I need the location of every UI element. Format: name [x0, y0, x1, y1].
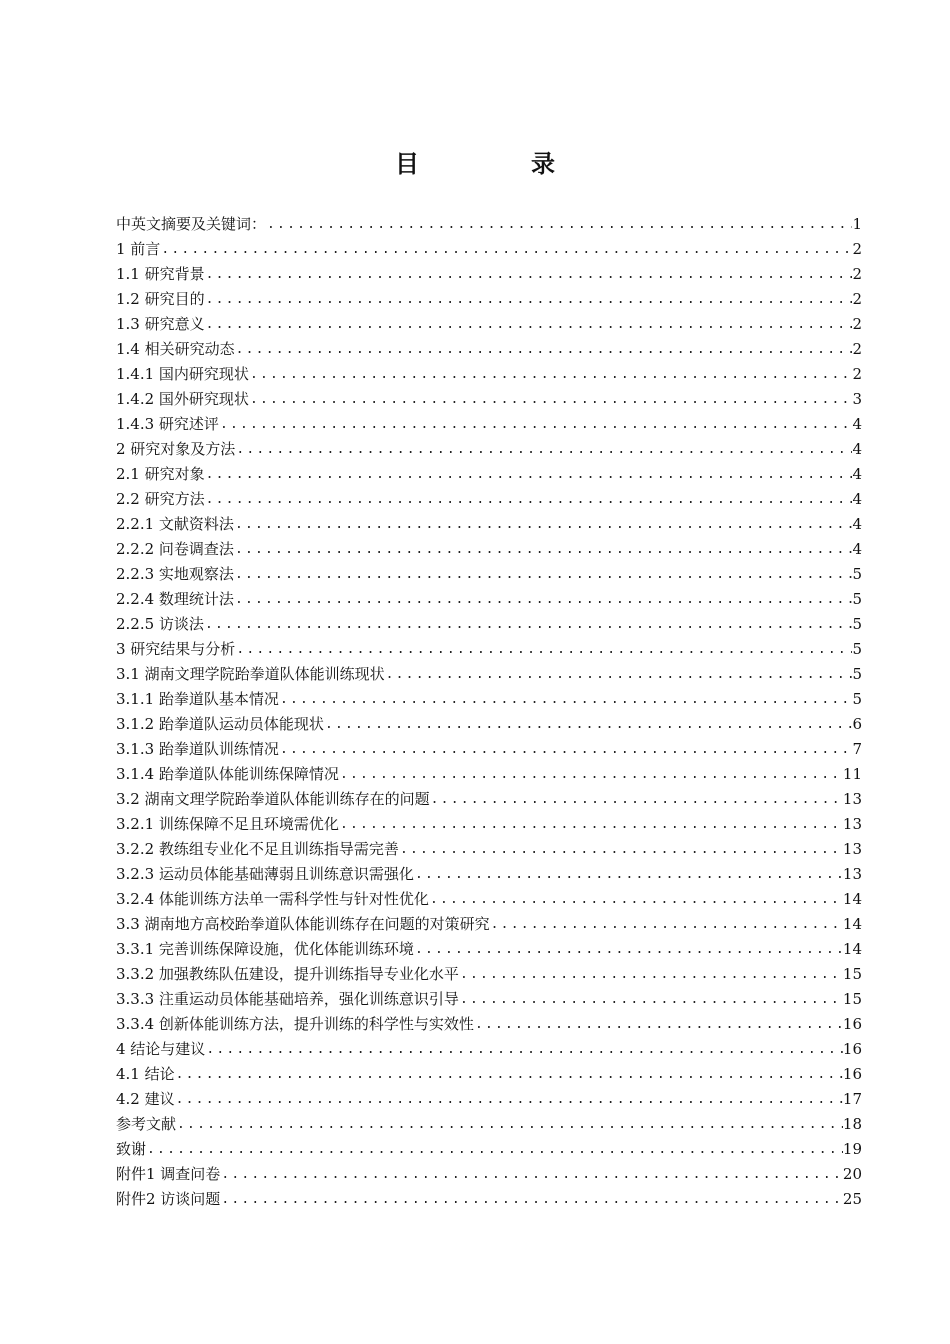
toc-entry-label: 4.2 建议: [116, 1090, 175, 1108]
toc-entry-label: 3.1.3 跆拳道队训练情况: [116, 740, 279, 758]
toc-entry[interactable]: [116, 837, 862, 862]
toc-entry-label: 附件2 访谈问题: [116, 1190, 221, 1208]
toc-entry-label: 1.4.1 国内研究现状: [116, 365, 249, 383]
toc-entry-label: 致谢: [116, 1140, 147, 1158]
toc-dot-leader: [204, 612, 853, 637]
toc-entry-page-number: 4: [852, 415, 862, 433]
toc-entry-page-number: 17: [842, 1090, 862, 1108]
toc-dot-leader: [205, 1037, 843, 1062]
toc-entry-page-number: 5: [852, 615, 862, 633]
toc-entry[interactable]: [116, 337, 862, 362]
toc-entry-page-number: 11: [842, 765, 862, 783]
toc-dot-leader: [279, 737, 853, 762]
toc-entry[interactable]: [116, 612, 862, 637]
toc-entry-label: 3.3.2 加强教练队伍建设，提升训练指导专业化水平: [116, 965, 459, 983]
toc-entry-page-number: 14: [842, 940, 862, 958]
toc-dot-leader: [339, 812, 843, 837]
toc-entry-label: 3.3.3 注重运动员体能基础培养，强化训练意识引导: [116, 990, 459, 1008]
toc-entry-label: 3.1.2 跆拳道队运动员体能现状: [116, 715, 324, 733]
toc-entry[interactable]: [116, 562, 862, 587]
toc-entry[interactable]: [116, 1087, 862, 1112]
toc-entry[interactable]: [116, 262, 862, 287]
toc-dot-leader: [205, 487, 853, 512]
toc-dot-leader: [205, 287, 853, 312]
toc-entry[interactable]: [116, 1062, 862, 1087]
toc-entry-page-number: 14: [842, 915, 862, 933]
toc-entry[interactable]: [116, 812, 862, 837]
toc-entry[interactable]: [116, 887, 862, 912]
toc-entry[interactable]: [116, 1187, 862, 1212]
toc-dot-leader: [175, 1062, 843, 1087]
toc-dot-leader: [459, 987, 843, 1012]
toc-entry-label: 3.1.4 跆拳道队体能训练保障情况: [116, 765, 339, 783]
toc-entry[interactable]: [116, 537, 862, 562]
toc-entry[interactable]: [116, 1012, 862, 1037]
toc-entry-label: 2.2 研究方法: [116, 490, 205, 508]
toc-entry-label: 2.2.1 文献资料法: [116, 515, 234, 533]
toc-entry-label: 3.2.3 运动员体能基础薄弱且训练意识需强化: [116, 865, 414, 883]
toc-entry-page-number: 1: [852, 215, 862, 233]
toc-entry[interactable]: [116, 687, 862, 712]
toc-entry-label: 3.3 湖南地方高校跆拳道队体能训练存在问题的对策研究: [116, 915, 490, 933]
toc-entry-page-number: 4: [852, 490, 862, 508]
toc-entry[interactable]: [116, 312, 862, 337]
toc-dot-leader: [234, 562, 853, 587]
toc-entry-label: 2.2.4 数理统计法: [116, 590, 234, 608]
toc-entry-page-number: 19: [842, 1140, 862, 1158]
toc-entry-label: 1.4.2 国外研究现状: [116, 390, 249, 408]
toc-entry-page-number: 5: [852, 665, 862, 683]
toc-entry-label: 4.1 结论: [116, 1065, 175, 1083]
toc-entry-label: 3.2.4 体能训练方法单一需科学性与针对性优化: [116, 890, 429, 908]
toc-entry-label: 3.3.4 创新体能训练方法，提升训练的科学性与实效性: [116, 1015, 474, 1033]
toc-dot-leader: [175, 1087, 843, 1112]
toc-dot-leader: [414, 937, 843, 962]
toc-dot-leader: [160, 237, 852, 262]
toc-dot-leader: [385, 662, 853, 687]
toc-entry-label: 1 前言: [116, 240, 161, 258]
toc-entry[interactable]: [116, 1162, 862, 1187]
toc-dot-leader: [235, 337, 853, 362]
toc-entry-label: 3.2.2 教练组专业化不足且训练指导需完善: [116, 840, 399, 858]
toc-entry[interactable]: [116, 862, 862, 887]
toc-entry-label: 1.3 研究意义: [116, 315, 205, 333]
toc-entry[interactable]: [116, 912, 862, 937]
toc-dot-leader: [266, 212, 852, 237]
toc-entry-page-number: 4: [852, 540, 862, 558]
toc-dot-leader: [490, 912, 843, 937]
toc-entry-page-number: 20: [842, 1165, 862, 1183]
toc-entry-page-number: 2: [852, 290, 862, 308]
toc-dot-leader: [324, 712, 853, 737]
toc-dot-leader: [220, 1162, 843, 1187]
toc-entry-label: 1.4.3 研究述评: [116, 415, 219, 433]
toc-dot-leader: [235, 437, 852, 462]
toc-entry-label: 1.1 研究背景: [116, 265, 205, 283]
toc-entry[interactable]: [116, 512, 862, 537]
toc-entry[interactable]: [116, 662, 862, 687]
toc-dot-leader: [399, 837, 843, 862]
toc-entry[interactable]: [116, 587, 862, 612]
toc-entry-page-number: 6: [852, 715, 862, 733]
toc-entry-label: 2 研究对象及方法: [116, 440, 236, 458]
toc-entry-label: 2.2.2 问卷调查法: [116, 540, 234, 558]
toc-dot-leader: [205, 262, 853, 287]
page-title: 目 录: [395, 150, 599, 178]
toc-entry-label: 3 研究结果与分析: [116, 640, 236, 658]
toc-entry-page-number: 4: [852, 440, 862, 458]
toc-entry-label: 1.2 研究目的: [116, 290, 205, 308]
toc-entry-page-number: 4: [852, 515, 862, 533]
toc-dot-leader: [279, 687, 853, 712]
toc-entry[interactable]: [116, 937, 862, 962]
toc-entry[interactable]: [116, 387, 862, 412]
toc-dot-leader: [205, 312, 853, 337]
toc-entry[interactable]: [116, 287, 862, 312]
toc-entry-label: 附件1 调查问卷: [116, 1165, 221, 1183]
toc-entry[interactable]: [116, 1037, 862, 1062]
toc-entry-page-number: 2: [852, 340, 862, 358]
toc-entry-page-number: 5: [852, 690, 862, 708]
toc-dot-leader: [249, 362, 853, 387]
toc-entry[interactable]: [116, 787, 862, 812]
toc-entry[interactable]: [116, 1112, 862, 1137]
toc-dot-leader: [235, 637, 852, 662]
toc-entry-label: 2.2.3 实地观察法: [116, 565, 234, 583]
toc-dot-leader: [234, 512, 853, 537]
toc-entry-page-number: 14: [842, 890, 862, 908]
toc-entry-label: 3.1 湖南文理学院跆拳道队体能训练现状: [116, 665, 385, 683]
toc-entry-label: 2.1 研究对象: [116, 465, 205, 483]
toc-entry[interactable]: [116, 462, 862, 487]
toc-entry-page-number: 2: [852, 240, 862, 258]
toc-entry-page-number: 13: [842, 815, 862, 833]
toc-dot-leader: [234, 537, 853, 562]
toc-entry[interactable]: [116, 487, 862, 512]
toc-entry[interactable]: [116, 987, 862, 1012]
toc-entry-page-number: 3: [852, 390, 862, 408]
toc-entry-page-number: 5: [852, 640, 862, 658]
toc-entry[interactable]: [116, 962, 862, 987]
toc-entry[interactable]: [116, 237, 862, 262]
toc-dot-leader: [249, 387, 853, 412]
toc-entry[interactable]: [116, 212, 862, 237]
toc-dot-leader: [459, 962, 843, 987]
toc-entry-page-number: 16: [842, 1015, 862, 1033]
toc-entry[interactable]: [116, 412, 862, 437]
toc-entry-label: 3.3.1 完善训练保障设施，优化体能训练环境: [116, 940, 414, 958]
toc-dot-leader: [220, 1187, 843, 1212]
toc-entry-page-number: 7: [852, 740, 862, 758]
toc-entry[interactable]: [116, 737, 862, 762]
toc-dot-leader: [430, 787, 843, 812]
toc-entry[interactable]: [116, 637, 862, 662]
toc-entry-page-number: 16: [842, 1040, 862, 1058]
toc-dot-leader: [414, 862, 843, 887]
toc-entry[interactable]: [116, 1137, 862, 1162]
toc-entry-page-number: 18: [842, 1115, 862, 1133]
toc-entry[interactable]: [116, 712, 862, 737]
toc-entry[interactable]: [116, 762, 862, 787]
toc-entry-page-number: 25: [842, 1190, 862, 1208]
toc-entry-page-number: 2: [852, 365, 862, 383]
toc-dot-leader: [234, 587, 853, 612]
toc-dot-leader: [429, 887, 843, 912]
toc-entry-label: 2.2.5 访谈法: [116, 615, 204, 633]
toc-entry[interactable]: [116, 362, 862, 387]
toc-entry-label: 中英文摘要及关键词：: [116, 215, 267, 233]
toc-entry-label: 1.4 相关研究动态: [116, 340, 235, 358]
toc-entry-page-number: 15: [842, 990, 862, 1008]
toc-dot-leader: [339, 762, 843, 787]
toc-dot-leader: [146, 1137, 843, 1162]
table-of-contents: [116, 212, 862, 1212]
toc-entry-page-number: 15: [842, 965, 862, 983]
toc-entry-page-number: 2: [852, 265, 862, 283]
toc-entry-page-number: 4: [852, 465, 862, 483]
toc-entry-page-number: 13: [842, 865, 862, 883]
toc-entry-label: 3.1.1 跆拳道队基本情况: [116, 690, 279, 708]
toc-dot-leader: [205, 462, 853, 487]
toc-entry-page-number: 2: [852, 315, 862, 333]
toc-entry-page-number: 5: [852, 565, 862, 583]
toc-entry-label: 参考文献: [116, 1115, 177, 1133]
toc-dot-leader: [474, 1012, 843, 1037]
toc-dot-leader: [219, 412, 853, 437]
toc-entry-label: 3.2 湖南文理学院跆拳道队体能训练存在的问题: [116, 790, 430, 808]
toc-entry-page-number: 5: [852, 590, 862, 608]
toc-entry-label: 3.2.1 训练保障不足且环境需优化: [116, 815, 339, 833]
toc-dot-leader: [176, 1112, 843, 1137]
toc-entry-page-number: 13: [842, 790, 862, 808]
toc-entry-label: 4 结论与建议: [116, 1040, 206, 1058]
toc-entry-page-number: 13: [842, 840, 862, 858]
toc-entry[interactable]: [116, 437, 862, 462]
toc-entry-page-number: 16: [842, 1065, 862, 1083]
